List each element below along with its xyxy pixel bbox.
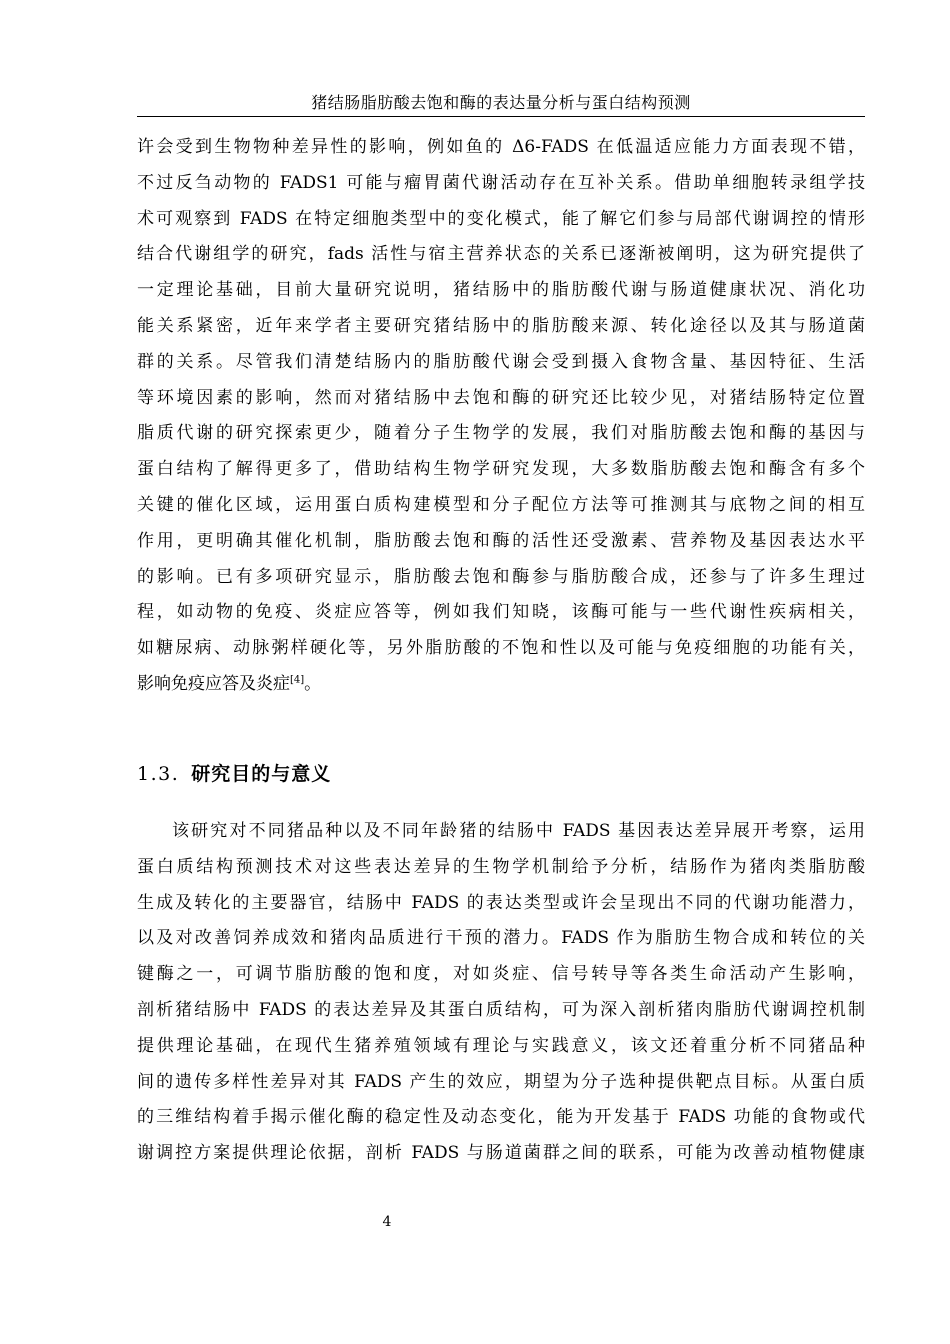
paragraph-line: 谢调控方案提供理论依据，剖析 FADS 与肠道菌群之间的联系，可能为改善动植物健康 [137,1143,865,1164]
last-line-text: 影响免疫应答及炎症 [137,673,290,694]
paragraph-line: 关键的催化区域，运用蛋白质构建模型和分子配位方法等可推测其与底物之间的相互 [137,494,865,515]
paragraph-line: 一定理论基础，目前大量研究说明，猪结肠中的脂肪酸代谢与肠道健康状况、消化功 [137,280,865,301]
citation-reference[interactable]: [4] [290,674,305,686]
paragraph-line: 不过反刍动物的 FADS1 可能与瘤胃菌代谢活动存在互补关系。借助单细胞转录组学技 [137,172,865,193]
page-number: 4 [382,1214,392,1230]
body-paragraph-2 [137,814,865,1172]
paragraph-line: 的三维结构着手揭示催化酶的稳定性及动态变化，能为开发基于 FADS 功能的食物或代 [137,1107,865,1128]
paragraph-line: 能关系紧密，近年来学者主要研究猪结肠中的脂肪酸来源、转化途径以及其与肠道菌 [137,315,865,336]
paragraph-line: 群的关系。尽管我们清楚结肠内的脂肪酸代谢会受到摄入食物含量、基因特征、生活 [137,351,865,372]
paragraph-line: 的影响。已有多项研究显示，脂肪酸去饱和酶参与脂肪酸合成，还参与了许多生理过 [137,566,865,587]
paragraph-line: 蛋白结构了解得更多了，借助结构生物学研究发现，大多数脂肪酸去饱和酶含有多个 [137,459,865,480]
paragraph-line: 如糖尿病、动脉粥样硬化等，另外脂肪酸的不饱和性以及可能与免疫细胞的功能有关， [137,638,865,659]
section-number: 1.3. [137,763,180,785]
section-heading [137,756,331,792]
paragraph-line: 键酶之一，可调节脂肪酸的饱和度，对如炎症、信号转导等各类生命活动产生影响， [137,964,865,985]
paragraph-line: 剖析猪结肠中 FADS 的表达差异及其蛋白质结构，可为深入剖析猪肉脂肪代谢调控机制 [137,999,865,1020]
paragraph-line: 该研究对不同猪品种以及不同年龄猪的结肠中 FADS 基因表达差异展开考察，运用 [172,821,865,841]
paragraph-line: 许会受到生物物种差异性的影响，例如鱼的 Δ6-FADS 在低温适应能力方面表现不错， [137,137,865,157]
header-divider [137,116,865,117]
paragraph-line: 脂质代谢的研究探索更少，随着分子生物学的发展，我们对脂肪酸去饱和酶的基因与 [137,423,865,444]
paragraph-line: 蛋白质结构预测技术对这些表达差异的生物学机制给予分析，结肠作为猪肉类脂肪酸 [137,856,865,877]
section-title: 研究目的与意义 [191,763,332,785]
paragraph-line: 术可观察到 FADS 在特定细胞类型中的变化模式，能了解它们参与局部代谢调控的情形 [137,208,865,229]
running-header-title: 猪结肠脂肪酸去饱和酶的表达量分析与蛋白结构预测 [311,93,691,112]
paragraph-line: 生成及转化的主要器官，结肠中 FADS 的表达类型或许会呈现出不同的代谢功能潜力， [137,892,865,913]
paragraph-line: 间的遗传多样性差异对其 FADS 产生的效应，期望为分子选种提供靶点目标。从蛋白质 [137,1071,865,1092]
last-line-punctuation: 。 [304,673,322,694]
paragraph-line: 提供理论基础，在现代生猪养殖领域有理论与实践意义，该文还着重分析不同猪品种 [137,1035,865,1056]
paragraph-line: 程，如动物的免疫、炎症应答等，例如我们知晓，该酶可能与一些代谢性疾病相关， [137,602,865,623]
paragraph-line: 以及对改善饲养成效和猪肉品质进行干预的潜力。FADS 作为脂肪生物合成和转位的关 [137,928,865,949]
paragraph-line: 等环境因素的影响，然而对猪结肠中去饱和酶的研究还比较少见，对猪结肠特定位置 [137,387,865,408]
paragraph-line: 结合代谢组学的研究，fads 活性与宿主营养状态的关系已逐渐被阐明，这为研究提供了 [137,244,865,265]
paragraph-line: 作用，更明确其催化机制，脂肪酸去饱和酶的活性还受激素、营养物及基因表达水平 [137,530,865,551]
body-paragraph-1 [137,130,865,703]
paragraph-last-line [137,667,865,703]
